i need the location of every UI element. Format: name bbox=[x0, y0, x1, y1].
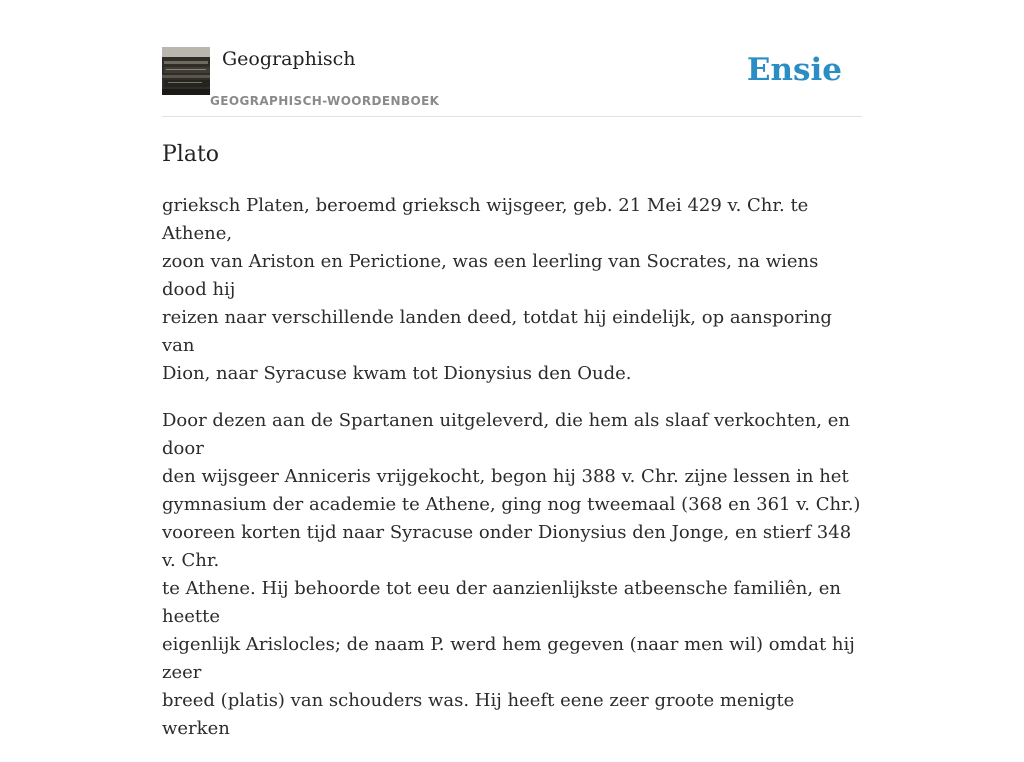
article-body bbox=[162, 192, 862, 762]
source-name[interactable]: Geographisch bbox=[222, 48, 356, 70]
ensie-logo[interactable]: Ensie bbox=[746, 52, 842, 88]
source-slug[interactable]: GEOGRAPHISCH-WOORDENBOEK bbox=[210, 94, 440, 108]
source-header bbox=[162, 46, 862, 117]
article-paragraph-2: Door dezen aan de Spartanen uitgeleverd, die hem als slaaf verkochten, en door den wijsgeer Anniceris vrijgekocht, begon hij 388 v. Chr. zijne lessen in het gymnasium der academie te Athene, ging nog tweemaal (368 en 361 v. Chr.) vooreen korten tijd naar Syracuse onder Dionysius den Jonge, en stierf 348 v. Chr. te Athene. Hij behoorde tot eeu der aanzienlijkste atbeensche familiên, en heette eigenlijk Arislocles; de naam P. werd hem gegeven (naar men wil) omdat hij zeer breed (platis) van schouders was. Hij heeft eene zeer groote menigte werken bbox=[162, 410, 861, 739]
book-spines-avatar-icon[interactable] bbox=[162, 47, 210, 95]
article-title: Plato bbox=[162, 142, 220, 167]
article-paragraph-1: grieksch Platen, beroemd grieksch wijsgeer, geb. 21 Mei 429 v. Chr. te Athene, zoon van Ariston en Perictione, was een leerling van Socrates, na wiens dood hij reizen naar verschillende landen deed, totdat hij eindelijk, op aansporing van Dion, naar Syracuse kwam tot Dionysius den Oude. bbox=[162, 195, 832, 384]
